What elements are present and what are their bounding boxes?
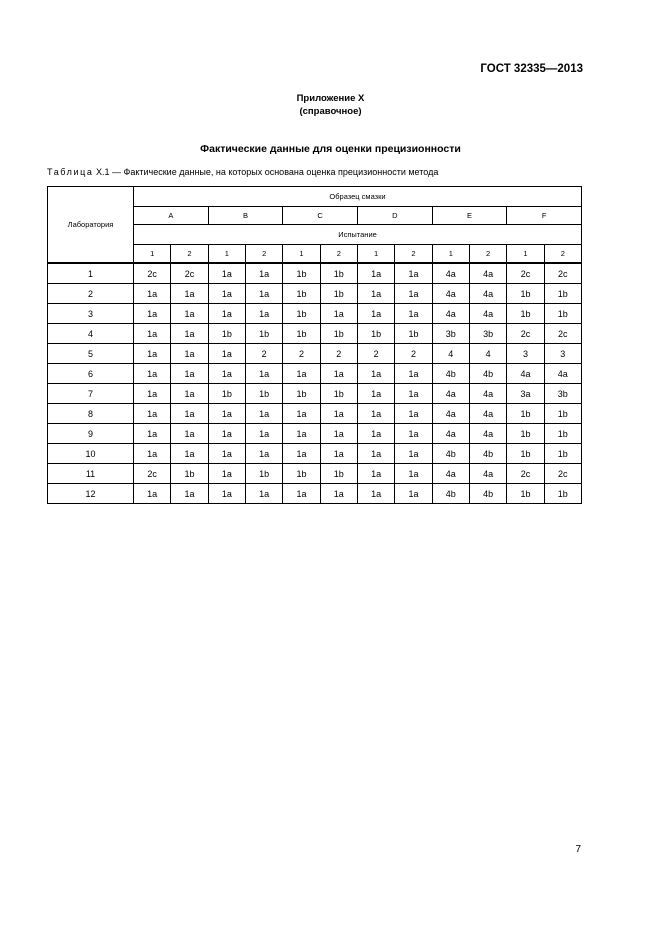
table-cell: 1a: [357, 284, 394, 304]
test-header: Испытание: [134, 225, 582, 245]
table-cell: 1a: [283, 484, 320, 504]
table-cell: 4b: [469, 364, 506, 384]
table-cell: 1a: [171, 404, 208, 424]
table-row: [48, 384, 582, 404]
table-cell: 1a: [357, 404, 394, 424]
table-cell: 1a: [134, 484, 171, 504]
table-cell: 1a: [395, 464, 432, 484]
table-cell: 1a: [134, 344, 171, 364]
lab-number: 1: [48, 263, 134, 284]
table-row: [48, 263, 582, 284]
table-cell: 2: [283, 344, 320, 364]
table-cell: 4a: [432, 384, 469, 404]
table-cell: 4b: [432, 364, 469, 384]
table-cell: 1a: [320, 444, 357, 464]
table-cell: 2: [357, 344, 394, 364]
table-cell: 4a: [507, 364, 544, 384]
table-cell: 1a: [320, 304, 357, 324]
table-cell: 1a: [357, 484, 394, 504]
table-cell: 4b: [469, 444, 506, 464]
table-cell: 1a: [134, 364, 171, 384]
table-cell: 1b: [544, 404, 581, 424]
table-cell: 1a: [208, 284, 245, 304]
table-cell: 1a: [171, 364, 208, 384]
table-cell: 1a: [208, 304, 245, 324]
table-cell: 4a: [469, 284, 506, 304]
lab-number: 3: [48, 304, 134, 324]
appendix-subtitle: (справочное): [299, 106, 362, 117]
table-cell: 1a: [171, 444, 208, 464]
table-cell: 1a: [245, 284, 282, 304]
test-number: 1: [432, 245, 469, 264]
table-cell: 1a: [395, 263, 432, 284]
table-cell: 1b: [245, 384, 282, 404]
table-cell: 4b: [469, 484, 506, 504]
table-cell: 1b: [208, 324, 245, 344]
table-cell: 1a: [357, 304, 394, 324]
lab-column-header: Лаборатория: [48, 187, 134, 264]
table-cell: 1a: [320, 364, 357, 384]
table-cell: 1b: [283, 384, 320, 404]
table-cell: 3b: [469, 324, 506, 344]
table-cell: 1a: [134, 284, 171, 304]
table-cell: 1a: [134, 324, 171, 344]
table-cell: 1a: [171, 324, 208, 344]
table-cell: 2c: [134, 464, 171, 484]
sample-label: D: [357, 207, 432, 225]
test-number: 1: [357, 245, 394, 264]
table-cell: 1b: [507, 444, 544, 464]
table-cell: 4a: [469, 384, 506, 404]
test-number: 2: [171, 245, 208, 264]
table-cell: 1a: [208, 444, 245, 464]
table-cell: 4a: [432, 424, 469, 444]
table-cell: 4a: [469, 263, 506, 284]
table-row: [48, 304, 582, 324]
table-cell: 4a: [469, 404, 506, 424]
table-cell: 1a: [395, 424, 432, 444]
lab-number: 5: [48, 344, 134, 364]
table-cell: 1a: [283, 404, 320, 424]
table-cell: 2: [320, 344, 357, 364]
table-cell: 3a: [507, 384, 544, 404]
table-cell: 1b: [320, 263, 357, 284]
table-cell: 4a: [544, 364, 581, 384]
table-cell: 1a: [320, 484, 357, 504]
table-cell: 4a: [432, 304, 469, 324]
table-cell: 4a: [432, 263, 469, 284]
table-row: [48, 424, 582, 444]
table-cell: 1a: [395, 364, 432, 384]
test-number: 2: [469, 245, 506, 264]
test-number: 2: [320, 245, 357, 264]
table-cell: 1b: [320, 284, 357, 304]
table-cell: 4b: [432, 484, 469, 504]
lab-number: 8: [48, 404, 134, 424]
table-cell: 2c: [544, 324, 581, 344]
table-row: [48, 344, 582, 364]
table-cell: 1a: [245, 404, 282, 424]
lab-number: 7: [48, 384, 134, 404]
table-cell: 1a: [357, 364, 394, 384]
test-number: 2: [395, 245, 432, 264]
table-cell: 1a: [357, 263, 394, 284]
lab-number: 11: [48, 464, 134, 484]
table-cell: 1a: [208, 344, 245, 364]
table-cell: 1a: [245, 424, 282, 444]
table-cell: 1a: [395, 404, 432, 424]
section-title: Фактические данные для оценки прецизионности: [200, 143, 461, 155]
table-row: [48, 284, 582, 304]
table-cell: 4a: [469, 424, 506, 444]
table-caption-label: Таблица: [47, 167, 94, 177]
table-cell: 1a: [395, 484, 432, 504]
table-cell: 1b: [320, 464, 357, 484]
table-cell: 1b: [544, 304, 581, 324]
table-cell: 1a: [245, 364, 282, 384]
table-cell: 1b: [283, 464, 320, 484]
table-cell: 1a: [208, 424, 245, 444]
table-row: [48, 404, 582, 424]
table-row: [48, 444, 582, 464]
table-cell: 1b: [283, 284, 320, 304]
table-body: [48, 263, 582, 504]
table-cell: 2: [395, 344, 432, 364]
table-cell: 1b: [507, 304, 544, 324]
sample-label: C: [283, 207, 358, 225]
appendix-heading: [0, 92, 661, 118]
table-cell: 1b: [245, 464, 282, 484]
table-cell: 1a: [283, 364, 320, 384]
table-cell: 1b: [245, 324, 282, 344]
table-cell: 1a: [357, 464, 394, 484]
table-cell: 1a: [171, 284, 208, 304]
table-cell: 1a: [245, 263, 282, 284]
table-cell: 1b: [283, 324, 320, 344]
table-cell: 1a: [357, 444, 394, 464]
table-cell: 4: [432, 344, 469, 364]
table-cell: 1b: [507, 404, 544, 424]
table-cell: 1b: [507, 284, 544, 304]
table-cell: 1b: [544, 284, 581, 304]
table-row: [48, 464, 582, 484]
table-cell: 1a: [134, 384, 171, 404]
table-cell: 1b: [283, 304, 320, 324]
table-cell: 1b: [208, 384, 245, 404]
table-cell: 3: [507, 344, 544, 364]
table-cell: 1a: [320, 424, 357, 444]
table-cell: 1a: [208, 404, 245, 424]
table-cell: 3b: [544, 384, 581, 404]
test-number: 1: [134, 245, 171, 264]
table-cell: 1a: [134, 304, 171, 324]
table-cell: 1a: [208, 484, 245, 504]
appendix-title: Приложение Х: [296, 93, 365, 104]
table-cell: 1a: [171, 384, 208, 404]
test-number: 1: [208, 245, 245, 264]
sample-label: B: [208, 207, 283, 225]
test-number: 2: [245, 245, 282, 264]
table-cell: 4a: [432, 464, 469, 484]
table-cell: 1b: [171, 464, 208, 484]
test-number: 1: [283, 245, 320, 264]
precision-data-table: [47, 186, 582, 504]
sample-label: E: [432, 207, 507, 225]
table-cell: 4a: [432, 284, 469, 304]
table-cell: 1a: [283, 444, 320, 464]
table-cell: 2: [245, 344, 282, 364]
test-number: 2: [544, 245, 581, 264]
lab-number: 4: [48, 324, 134, 344]
table-cell: 1a: [134, 404, 171, 424]
table-cell: 1b: [283, 263, 320, 284]
table-cell: 1b: [320, 324, 357, 344]
table-cell: 1a: [395, 444, 432, 464]
sample-label: A: [134, 207, 209, 225]
table-cell: 2c: [171, 263, 208, 284]
lab-number: 10: [48, 444, 134, 464]
table-cell: 1b: [395, 324, 432, 344]
table-cell: 1a: [171, 424, 208, 444]
table-cell: 2c: [507, 464, 544, 484]
lab-number: 12: [48, 484, 134, 504]
table-cell: 1a: [208, 364, 245, 384]
table-cell: 1b: [507, 484, 544, 504]
table-row: [48, 324, 582, 344]
table-cell: 1a: [395, 284, 432, 304]
table-cell: 3b: [432, 324, 469, 344]
table-cell: 1a: [395, 304, 432, 324]
table-cell: 4a: [469, 464, 506, 484]
table-cell: 2c: [134, 263, 171, 284]
table-cell: 1a: [283, 424, 320, 444]
table-cell: 1a: [245, 444, 282, 464]
table-cell: 2c: [507, 263, 544, 284]
table-caption: [47, 167, 438, 177]
table-cell: 1a: [357, 424, 394, 444]
page-number: 7: [575, 844, 581, 855]
lab-number: 2: [48, 284, 134, 304]
table-row: [48, 364, 582, 384]
sample-label: F: [507, 207, 582, 225]
lab-number: 6: [48, 364, 134, 384]
table-cell: 1b: [507, 424, 544, 444]
table-cell: 2c: [544, 464, 581, 484]
table-cell: 1a: [171, 484, 208, 504]
table-cell: 3: [544, 344, 581, 364]
table-cell: 1a: [134, 424, 171, 444]
table-cell: 1a: [320, 404, 357, 424]
header-row-sample: [48, 187, 582, 207]
table-cell: 1b: [320, 384, 357, 404]
table-cell: 1b: [544, 424, 581, 444]
table-cell: 1a: [395, 384, 432, 404]
table-cell: 1a: [245, 304, 282, 324]
table-cell: 4a: [469, 304, 506, 324]
table-cell: 1a: [171, 304, 208, 324]
lab-number: 9: [48, 424, 134, 444]
sample-header: Образец смазки: [134, 187, 582, 207]
test-number: 1: [507, 245, 544, 264]
table-cell: 1a: [208, 263, 245, 284]
table-row: [48, 484, 582, 504]
table-cell: 1a: [208, 464, 245, 484]
table-cell: 4: [469, 344, 506, 364]
table-cell: 2c: [507, 324, 544, 344]
table-cell: 1a: [134, 444, 171, 464]
table-caption-text: Х.1 — Фактические данные, на которых основана оценка прецизионности метода: [93, 167, 439, 177]
table-cell: 1b: [544, 484, 581, 504]
table-cell: 2c: [544, 263, 581, 284]
table-cell: 1a: [171, 344, 208, 364]
table-cell: 4a: [432, 404, 469, 424]
table-cell: 1a: [245, 484, 282, 504]
table-cell: 1a: [357, 384, 394, 404]
table-cell: 1b: [357, 324, 394, 344]
table-cell: 1b: [544, 444, 581, 464]
standard-number: ГОСТ 32335—2013: [480, 63, 583, 75]
table-cell: 4b: [432, 444, 469, 464]
